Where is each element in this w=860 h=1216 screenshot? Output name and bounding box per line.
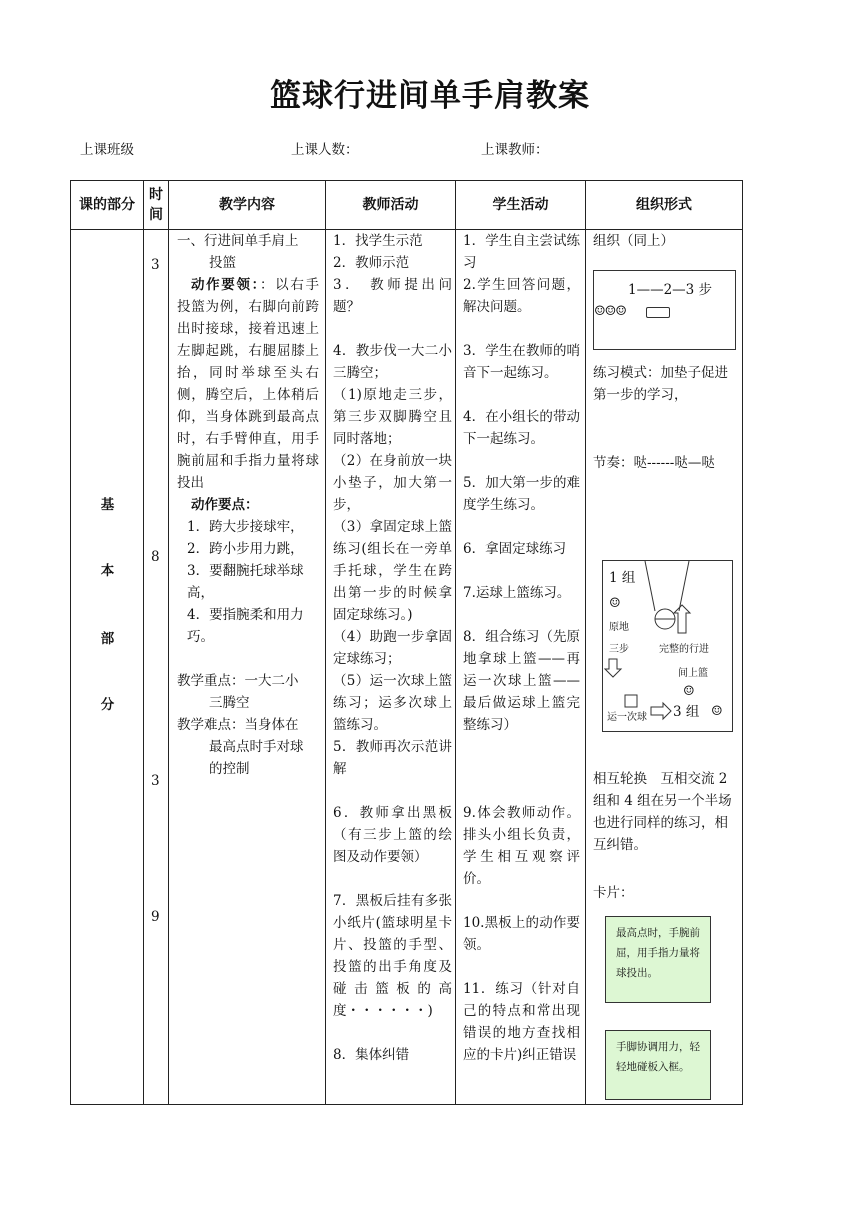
key-point xyxy=(177,670,319,692)
teacher-activity-item xyxy=(333,1022,452,1044)
student-activity-item xyxy=(463,384,580,406)
teacher-activity-item: 2．教师示范 xyxy=(333,255,410,271)
point-item: 4．要指腕柔和用力巧。 xyxy=(187,607,304,645)
teacher-activity-item: 3． 教师提出问题？ xyxy=(333,277,452,315)
layup-label: 间上篮 xyxy=(678,668,708,679)
teacher-activity-item: 8．集体纠错 xyxy=(333,1047,410,1063)
header-time-1: 时 xyxy=(149,187,163,203)
time-value: 9 xyxy=(151,909,160,925)
diff-text: 当身体在 xyxy=(244,717,299,733)
teacher-activity-item xyxy=(333,780,452,802)
practice-mode: 练习模式：加垫子促进第一步的学习， xyxy=(593,365,728,403)
teacher-activity-item: （4）助跑一步拿固定球练习； xyxy=(333,629,452,667)
part-cell xyxy=(71,230,144,1105)
header-time-2: 间 xyxy=(149,207,163,223)
part-char: 部 xyxy=(100,631,115,647)
teacher-activity-item: 1．找学生示范 xyxy=(333,233,423,249)
students-icon: ☺☺☺ xyxy=(594,304,626,319)
action-text: ：以右手投篮为例，右脚向前跨出时接球，接着迅速上左脚起跳，右腿屈膝上抬，同时举球至头右侧，腾空后，上体稍后仰，当身体跳到最高点时，右手臂伸直，用手腕前屈和手指力量将球投出 xyxy=(177,277,319,491)
teacher-activity-item: 6．教师拿出黑板（有三步上篮的绘图及动作要领） xyxy=(333,805,452,865)
student-activity-item xyxy=(463,318,580,340)
steps-label: 1——2—3 步 xyxy=(628,282,713,298)
rhythm: 节奏：哒------哒—哒 xyxy=(593,455,715,471)
group3-label: 3 组 xyxy=(673,704,700,720)
complete-label: 完整的行进 xyxy=(659,644,709,655)
teacher-cell xyxy=(326,230,456,1105)
diff-label: 教学难点： xyxy=(177,717,245,733)
student-activity-list xyxy=(456,230,585,1103)
student-icon: ☺ xyxy=(609,596,621,611)
student-activity-item xyxy=(463,758,580,780)
class-label: 上课班级 xyxy=(80,142,134,158)
court-diagram xyxy=(602,560,733,732)
teacher-label: 上课教师： xyxy=(481,142,549,158)
teacher-activity-item: （3）拿固定球上篮练习(组长在一旁单手托球，学生在跨出第一步的时候拿固定球练习。) xyxy=(333,519,452,623)
difficulty-cont: 最高点时手对球 xyxy=(209,739,304,755)
teacher-activity-item: （5）运一次球上篮练习；运多次球上篮练习。 xyxy=(333,673,452,733)
teacher-activity-list xyxy=(326,230,455,1103)
key-point-cont: 三腾空 xyxy=(209,695,250,711)
time-value: 3 xyxy=(151,257,160,273)
student-icon: ☺ xyxy=(683,684,695,699)
student-activity-item: 2.学生回答问题，解决问题。 xyxy=(463,277,580,315)
key-label: 教学重点： xyxy=(177,673,245,689)
student-activity-item: 1．学生自主尝试练习 xyxy=(463,233,580,271)
time-cell xyxy=(144,230,169,1105)
table-header-row xyxy=(71,181,743,230)
time-value: 3 xyxy=(151,773,160,789)
student-activity-item: 7.运球上篮练习。 xyxy=(463,585,571,601)
student-activity-item xyxy=(463,604,580,626)
teacher-activity-item: （1)原地走三步，第三步双脚腾空且同时落地； xyxy=(333,387,452,447)
group1-label: 1 组 xyxy=(609,570,636,586)
tip-card: 手脚协调用力，轻轻地碰板入框。 xyxy=(605,1030,711,1100)
key-text: 一大二小 xyxy=(244,673,299,689)
header-student: 学生活动 xyxy=(456,181,586,230)
three-steps-label: 三步 xyxy=(609,644,629,655)
points-label: 动作要点： xyxy=(191,497,259,513)
part-char: 分 xyxy=(100,697,115,713)
count-label: 上课人数： xyxy=(291,142,359,158)
teacher-activity-item: 5．教师再次示范讲解 xyxy=(333,739,452,777)
point-item: 3．要翻腕托球举球高， xyxy=(187,563,304,601)
formation-diagram xyxy=(593,270,736,350)
student-activity-item xyxy=(463,956,580,978)
mat-label: 原地 xyxy=(609,622,629,633)
action-label: 动作要领： xyxy=(191,277,261,293)
part-char: 基 xyxy=(100,497,115,513)
content-item1-cont: 投篮 xyxy=(209,255,236,271)
student-activity-item: 3．学生在教师的哨音下一起练习。 xyxy=(463,343,580,381)
org-label: 组织（同上） xyxy=(593,233,674,249)
teacher-activity-item: 7．黑板后挂有多张小纸片(篮球明星卡片、投篮的手型、投篮的出手角度及碰击篮板的高度・・・・・・) xyxy=(333,893,452,1019)
student-activity-item xyxy=(463,516,580,538)
org-cell xyxy=(586,230,743,1105)
teacher-activity-item: 4．教步伐一大二小三腾空； xyxy=(333,343,452,381)
student-activity-item: 8．组合练习（先原地拿球上篮——再运一次球上篮——最后做运球上篮完整练习） xyxy=(463,629,580,733)
teacher-activity-item: （2）在身前放一块小垫子，加大第一步， xyxy=(333,453,452,513)
lesson-plan-table xyxy=(70,180,743,1105)
table-body-row xyxy=(71,230,743,1105)
content-action xyxy=(177,274,319,494)
time-value: 8 xyxy=(151,549,160,565)
student-activity-item xyxy=(463,736,580,758)
point-item: 1．跨大步接球牢， xyxy=(187,519,304,535)
point-item: 2．跨小步用力跳， xyxy=(187,541,304,557)
dribble-label: 运一次球 xyxy=(607,712,647,723)
cards-label: 卡片： xyxy=(593,885,634,901)
student-activity-item: 4．在小组长的带动下一起练习。 xyxy=(463,409,580,447)
student-activity-item xyxy=(463,890,580,912)
header-org: 组织形式 xyxy=(586,181,743,230)
page-title: 篮球行进间单手肩教案 xyxy=(270,78,590,114)
difficulty-cont: 的控制 xyxy=(209,761,250,777)
teacher-activity-item xyxy=(333,318,452,340)
student-activity-item: 6．拿固定球练习 xyxy=(463,541,567,557)
header-part: 课的部分 xyxy=(71,181,144,230)
student-cell xyxy=(456,230,586,1105)
content-cell xyxy=(169,230,326,1105)
student-activity-item xyxy=(463,450,580,472)
content-item1: 一、行进间单手肩上 xyxy=(177,233,299,249)
student-activity-item: 10.黑板上的动作要领。 xyxy=(463,915,580,953)
part-char: 本 xyxy=(100,563,115,579)
student-activity-item: 5．加大第一步的难度学生练习。 xyxy=(463,475,580,513)
teacher-activity-item xyxy=(333,868,452,890)
student-activity-item xyxy=(463,780,580,802)
student-activity-item: 9.体会教师动作。排头小组长负责，学生相互观察评价。 xyxy=(463,805,580,887)
mat-icon xyxy=(646,307,670,318)
difficulty xyxy=(177,714,319,736)
student-activity-item xyxy=(463,560,580,582)
tip-card: 最高点时，手腕前屈，用手指力量将球投出。 xyxy=(605,916,711,1003)
student-icon: ☺ xyxy=(711,704,723,719)
rotation-text: 相互轮换 互相交流 2 组和 4 组在另一个半场也进行同样的练习，相互纠错。 xyxy=(593,771,732,853)
student-activity-item: 11．练习（针对自己的特点和常出现错误的地方查找相应的卡片)纠正错误 xyxy=(463,981,580,1063)
header-teacher: 教师活动 xyxy=(326,181,456,230)
header-content: 教学内容 xyxy=(169,181,326,230)
header-time xyxy=(144,181,169,230)
